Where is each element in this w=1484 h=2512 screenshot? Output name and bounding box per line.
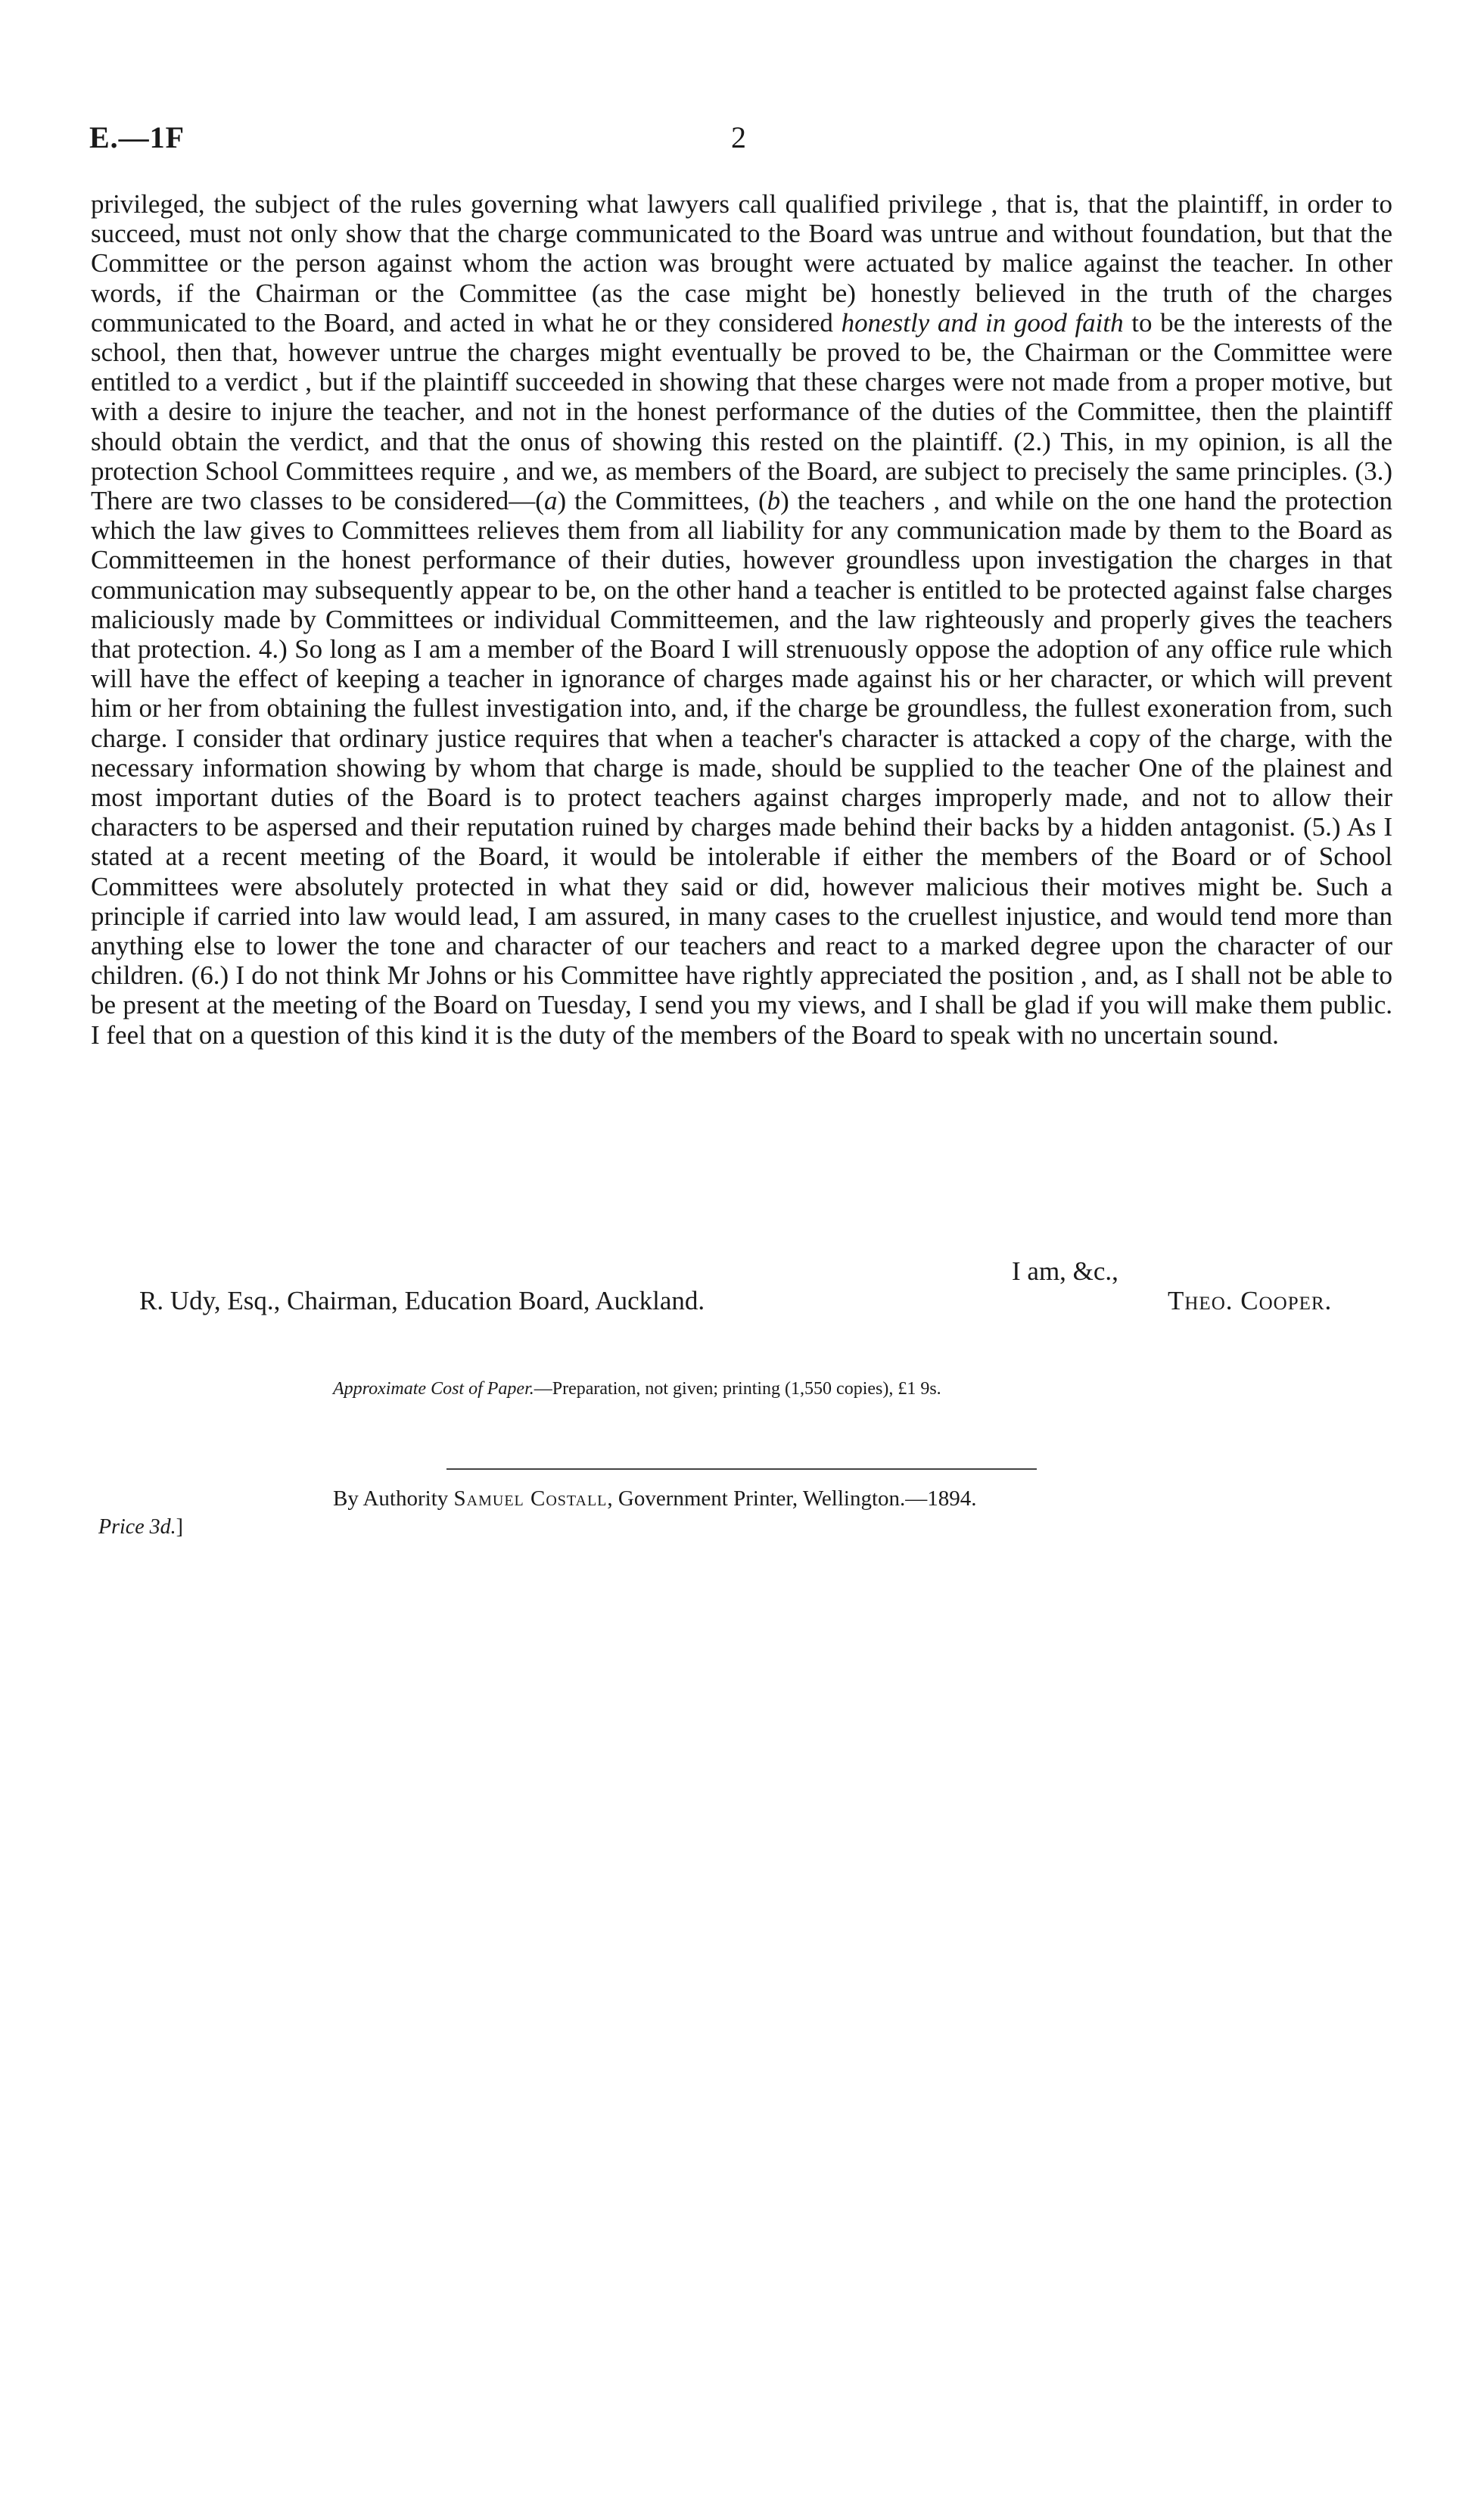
cost-note [333, 1379, 941, 1399]
printer-name: Samuel Costall [453, 1486, 608, 1511]
cost-text: —Preparation, not given; printing (1,550 copies), £1 9s. [534, 1379, 941, 1399]
signature: Theo. Cooper. [1168, 1286, 1333, 1315]
cost-label: Approximate Cost of Paper. [333, 1379, 534, 1399]
salutation: I am, &c., [1012, 1256, 1118, 1286]
body-segment-4: ) the teachers , and while on the one hand the protection which the law gives to Committees relieves them from all liability for any communication made by them to the Board as Committeemen in the honest performance of their duties, however groundless upon investigation the charges in that communication may subsequently appear to be, on the other hand a teacher is entitled to be protected against false charges maliciously made by Committees or individual Committeemen, and the law righteously and properly gives the teachers that protection. 4.) So long as I am a member of the Board I will strenuously oppose the adoption of any office rule which will have the effect of keeping a teacher in ignorance of charges made against his or her character, or which will prevent him or her from obtaining the fullest investigation into, and, if the charge be groundless, the fullest exoneration from, such charge. I consider that ordinary justice requires that when a teacher's character is attacked a copy of the charge, with the necessary information showing by whom that charge is made, should be supplied to the teacher One of the plainest and most important duties of the Board is to protect teachers against charges improperly made, and not to allow their characters to be aspersed and their reputation ruined by charges made behind their backs by a hidden antagonist. (5.) As I stated at a recent meeting of the Board, it would be intolerable if either the members of the Board or of School Committees were absolutely protected in what they said or did, however malicious their motives might be. Such a principle if carried into law would lead, I am assured, in many cases to the cruellest injustice, and would tend more than anything else to lower the tone and character of our teachers and react to a marked degree upon the character of our children. (6.) I do not think Mr Johns or his Committee have rightly appreciated the position , and, as I shall not be able to be present at the meeting of the Board on Tuesday, I send you my views, and I shall be glad if you will make them public. I feel that on a question of this kind it is the duty of the members of the Board to speak with no uncertain sound. [91, 486, 1392, 1050]
document-reference: E.—1F [89, 120, 185, 154]
authority-prefix: By Authority [333, 1486, 449, 1511]
addressee-line [139, 1286, 1395, 1315]
price-bracket: ] [176, 1515, 183, 1539]
price [98, 1515, 183, 1539]
body-segment-2: to be the interests of the school, then that, however untrue the charges might eventually be proved to be, the Chairman or the Committee were entitled to a verdict , but if the plaintiff succeeded in showing that these charges were not made from a proper motive, but with a desire to injure the teacher, and not in the honest performance of the duties of the Committee, then the plaintiff should obtain the verdict, and that the onus of showing this rested on the plaintiff. (2.) This, in my opinion, is all the protection School Committees require , and we, as members of the Board, are subject to precisely the same principles. (3.) There are two classes to be considered—( [91, 307, 1392, 516]
body-segment-1: privileged, the subject of the rules governing what lawyers call qualified privilege , that is, that the plaintiff, in order to succeed, must not only show that the charge communicated to the Board was untrue and without foundation, but that the Committee or the person against whom the action was brought were actuated by malice against the teacher. In other words, if the Chairman or the Committee (as the case might be) honestly believed in the truth of the charges communicated to the Board, and acted in what he or they considered [91, 189, 1392, 338]
authority-line [333, 1486, 977, 1511]
emphasis-good-faith: honestly and in good faith [841, 307, 1124, 338]
letter-body [91, 189, 1392, 1050]
body-segment-3: ) the Committees, ( [557, 486, 767, 516]
emphasis-b: b [767, 486, 781, 516]
authority-suffix: , Government Printer, Wellington.—1894. [607, 1486, 977, 1511]
emphasis-a: a [543, 486, 558, 516]
page-number: 2 [731, 120, 746, 154]
price-label: Price 3d. [98, 1515, 176, 1539]
addressee: R. Udy, Esq., Chairman, Education Board, Auckland. [139, 1286, 705, 1315]
footer-divider [446, 1468, 1037, 1470]
